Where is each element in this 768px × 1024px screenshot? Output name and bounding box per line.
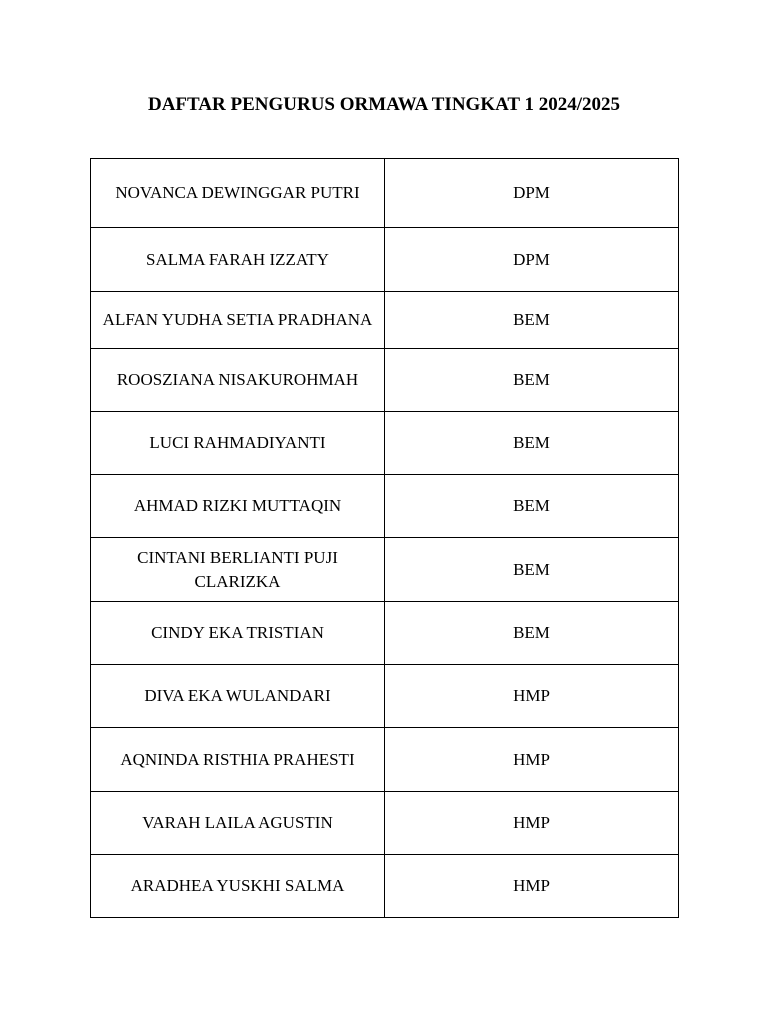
table-row [91,792,679,855]
member-org-cell: DPM [385,159,679,228]
member-org-cell: BEM [385,349,679,412]
member-name-cell: AHMAD RIZKI MUTTAQIN [91,475,385,538]
member-org-cell: BEM [385,475,679,538]
member-name-cell: ALFAN YUDHA SETIA PRADHANA [91,292,385,349]
member-name-cell: NOVANCA DEWINGGAR PUTRI [91,159,385,228]
member-org-cell: HMP [385,792,679,855]
member-org-cell: HMP [385,728,679,792]
table-row [91,159,679,228]
member-name-cell: ROOSZIANA NISAKUROHMAH [91,349,385,412]
member-org-cell: BEM [385,602,679,665]
table-row [91,349,679,412]
member-name-cell: ARADHEA YUSKHI SALMA [91,855,385,918]
member-org-cell: BEM [385,412,679,475]
table-row [91,665,679,728]
member-org-cell: BEM [385,292,679,349]
member-org-cell: HMP [385,855,679,918]
table-row [91,538,679,602]
member-name-cell: CINDY EKA TRISTIAN [91,602,385,665]
member-name-cell: SALMA FARAH IZZATY [91,228,385,292]
member-name-cell: CINTANI BERLIANTI PUJI CLARIZKA [91,538,385,602]
member-org-cell: HMP [385,665,679,728]
page-title: DAFTAR PENGURUS ORMAWA TINGKAT 1 2024/2025 [147,94,621,115]
table-row [91,292,679,349]
member-org-cell: BEM [385,538,679,602]
table-row [91,475,679,538]
table-row [91,602,679,665]
table-row [91,728,679,792]
member-name-cell: VARAH LAILA AGUSTIN [91,792,385,855]
table-row [91,412,679,475]
members-table [90,158,679,918]
table-row [91,228,679,292]
member-name-cell: LUCI RAHMADIYANTI [91,412,385,475]
table-row [91,855,679,918]
member-org-cell: DPM [385,228,679,292]
member-name-cell: AQNINDA RISTHIA PRAHESTI [91,728,385,792]
member-name-cell: DIVA EKA WULANDARI [91,665,385,728]
